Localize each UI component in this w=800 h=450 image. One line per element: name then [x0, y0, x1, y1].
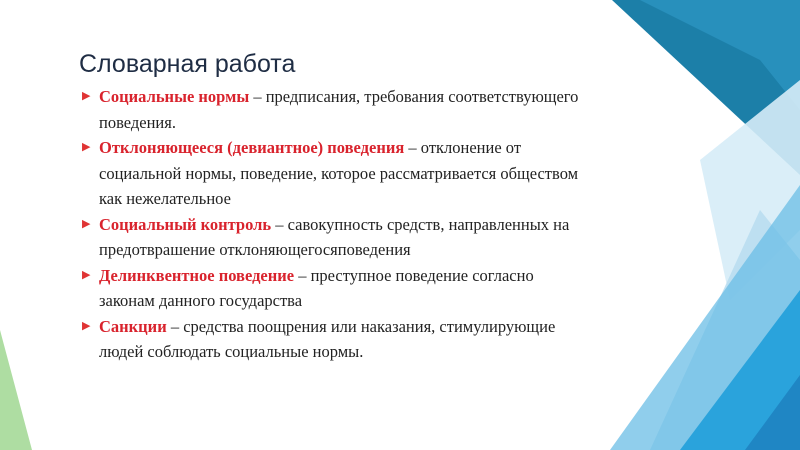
term-definition-line: людей соблюдать социальные нормы.	[99, 342, 364, 361]
term-definition-line: предотврашение отклоняющегосяповедения	[99, 240, 411, 259]
list-item	[79, 212, 689, 263]
term-name: Делинквентное поведение	[99, 265, 295, 285]
term-name: Социальные нормы	[99, 87, 250, 106]
term-definition-line: законам данного государства	[99, 291, 303, 310]
list-item	[79, 135, 689, 212]
deco-shape-left-edge	[0, 330, 32, 450]
triangle-bullet-icon: ▶	[82, 268, 91, 281]
list-item	[79, 263, 689, 314]
triangle-bullet-icon: ▶	[82, 141, 91, 153]
term-name: Санкции	[99, 316, 167, 336]
slide-title: Словарная работа	[79, 50, 296, 78]
triangle-bullet-icon: ▶	[82, 217, 91, 230]
term-definition-line: как нежелательное	[99, 189, 231, 208]
triangle-bullet-icon: ▶	[82, 319, 91, 332]
term-definition-line: поведения.	[99, 112, 176, 132]
list-item	[79, 84, 689, 135]
term-definition-line: социальной нормы, поведение, которое рассматривается обществом	[99, 163, 579, 183]
term-definition-line: – средства поощрения или наказания, стимулирующие	[166, 316, 556, 336]
term-definition-line: – савокупность средств, направленных на	[271, 214, 570, 234]
triangle-bullet-icon: ▶	[82, 90, 91, 102]
term-definition-line: – предписания, требования соответствующего	[249, 87, 579, 106]
term-definition-line: – преступное поведение согласно	[294, 265, 534, 285]
term-name: Отклоняющееся (девиантное) поведения	[99, 138, 405, 157]
term-definition-line: – отклонение от	[404, 138, 522, 157]
term-name: Социальный контроль	[99, 214, 272, 234]
terms-list	[79, 84, 689, 365]
list-item	[79, 314, 689, 365]
